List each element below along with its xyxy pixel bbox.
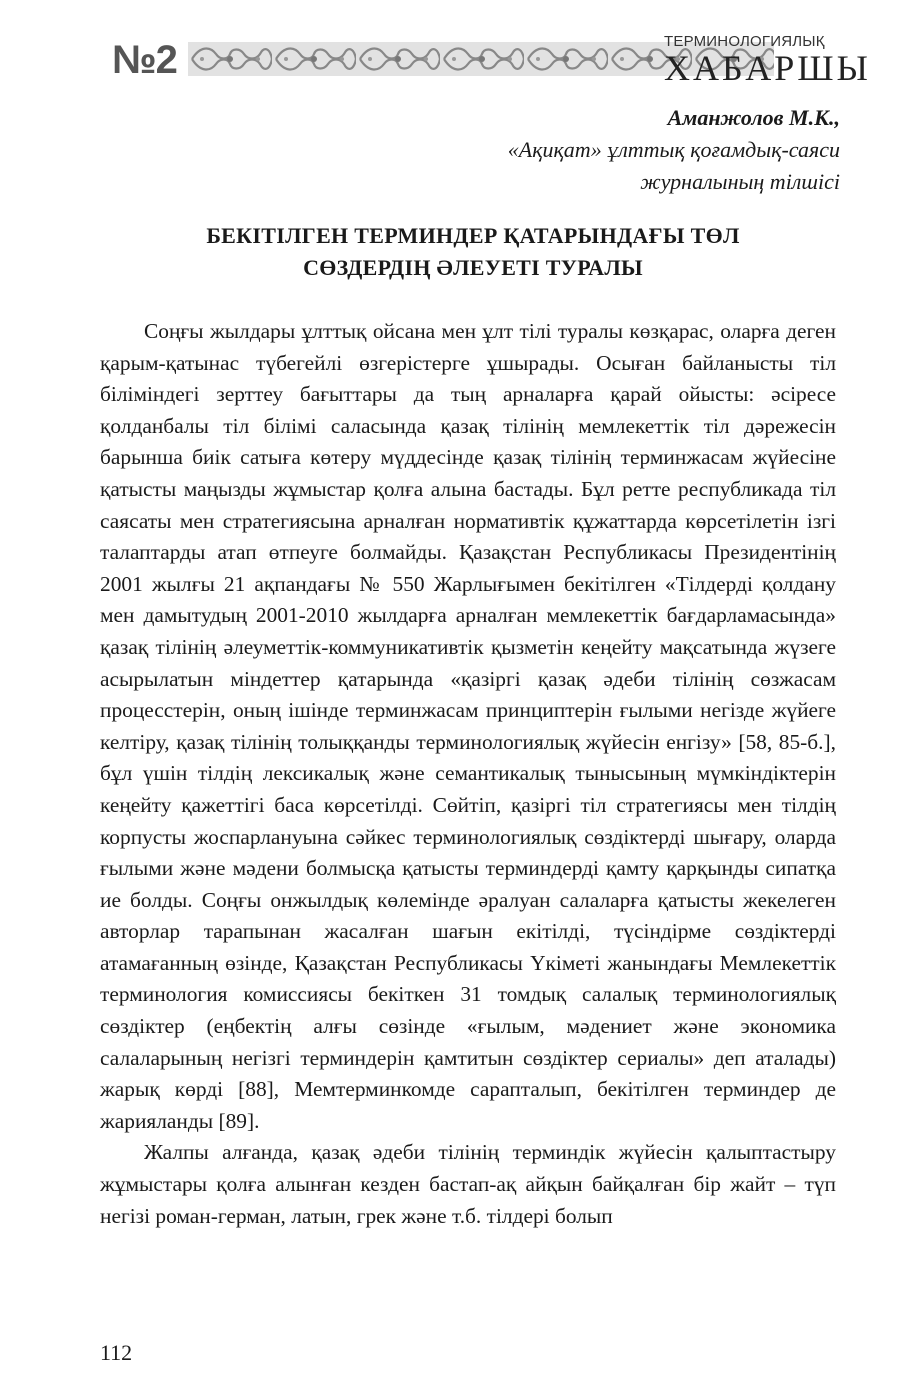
author-block	[508, 102, 840, 198]
journal-name	[664, 33, 871, 88]
article-title	[100, 220, 846, 284]
journal-name-top: ТЕРМИНОЛОГИЯЛЫҚ	[664, 33, 825, 50]
author-affiliation-1: «Ақиқат» ұлттық қоғамдық-саяси	[507, 137, 840, 162]
paragraph: Соңғы жылдары ұлттық ойсана мен ұлт тілі туралы көзқарас, оларға деген қарым-қатынас түбегейлі өзгерістерге ұшырады. Осыған байланысты тіл біліміндегі зерттеу бағыттары да тың арналарға қарай ойысты: әсіресе қолданбалы тіл білімі саласында қазақ тілінің мемлекеттік тіл дәрежесін барынша биік сатыға көтеру мүддесінде қазақ тілінің терминжасам жүйесіне қатысты маңызды жұмыстар қолға алына бастады. Бұл ретте республикада тіл саясаты мен стратегиясына арналған нормативтік құжаттарда көрсетілетін ізгі талаптарды атап өтпеуге болмайды. Қазақстан Республикасы Президентінің 2001 жылғы 21 ақпандағы № 550 Жарлығымен бекітілген «Тілдерді қолдану мен дамытудың 2001-2010 жылдарға арналған мемлекеттік бағдарламасында» қазақ тілінің әлеуметтік-коммуникативтік қызметін кеңейту мақсатында жүзеге асырылатын міндеттер қатарында «қазіргі қазақ әдеби тілінің сөзжасам процесстерін, оның ішінде терминжасам принциптерін ғылыми негізде жүйеге келтіру, қазақ тілінің толыққанды терминологиялық жүйесін енгізу» [58, 85-б.], бұл үшін тілдің лексикалық және семантикалық тынысының мүмкіндіктерін кеңейту қажеттігі баса көрсетілді. Сөйтіп, қазіргі тіл стратегиясы мен тілдің корпусты жоспарлануына сәйкес терминологиялық сөздіктерді шығару, оларда ғылыми және мәдени болмысқа қатысты терминдерді қамту қарқынды сипатқа ие болды. Соңғы онжылдық көлемінде әралуан салаларға қатысты жекелеген авторлар тарапынан жасалған шағын екітілді, түсіндірме сөздіктерді атамағанның өзінде, Қазақстан Республикасы Үкіметі жанындағы Мемлекеттік терминология комиссиясы бекіткен 31 томдық салалық терминологиялық сөздіктер (еңбектің алғы сөзінде «ғылым, мәдениет және экономика салаларының негізгі терминдерін қамтитын сөздіктер сериалы» деп аталады) жарық көрді [88], Мемтерминкомде сарапталып, бекітілген терминдер де жарияланды [89].	[100, 319, 836, 1133]
running-header	[112, 30, 871, 90]
paragraph: Жалпы алғанда, қазақ әдеби тілінің терминдік жүйесін қалыптастыру жұмыстары қолға алынған кезден бастап-ақ айқын байқалған бір жайт – түп негізі роман-герман, латын, грек және т.б. тілдері болып	[100, 1140, 836, 1228]
article-title-line-1: БЕКІТІЛГЕН ТЕРМИНДЕР ҚАТАРЫНДАҒЫ ТӨЛ	[206, 223, 740, 248]
issue-number: №2	[112, 38, 177, 82]
author-name: Аманжолов М.К.,	[667, 105, 840, 130]
page-number: 112	[100, 1340, 133, 1365]
article-body	[100, 316, 836, 1232]
author-affiliation-2: журналының тілшісі	[640, 169, 840, 194]
journal-name-main: ХАБАРШЫ	[664, 48, 871, 88]
article-title-line-2: СӨЗДЕРДІҢ ӘЛЕУЕТІ ТУРАЛЫ	[303, 255, 643, 280]
